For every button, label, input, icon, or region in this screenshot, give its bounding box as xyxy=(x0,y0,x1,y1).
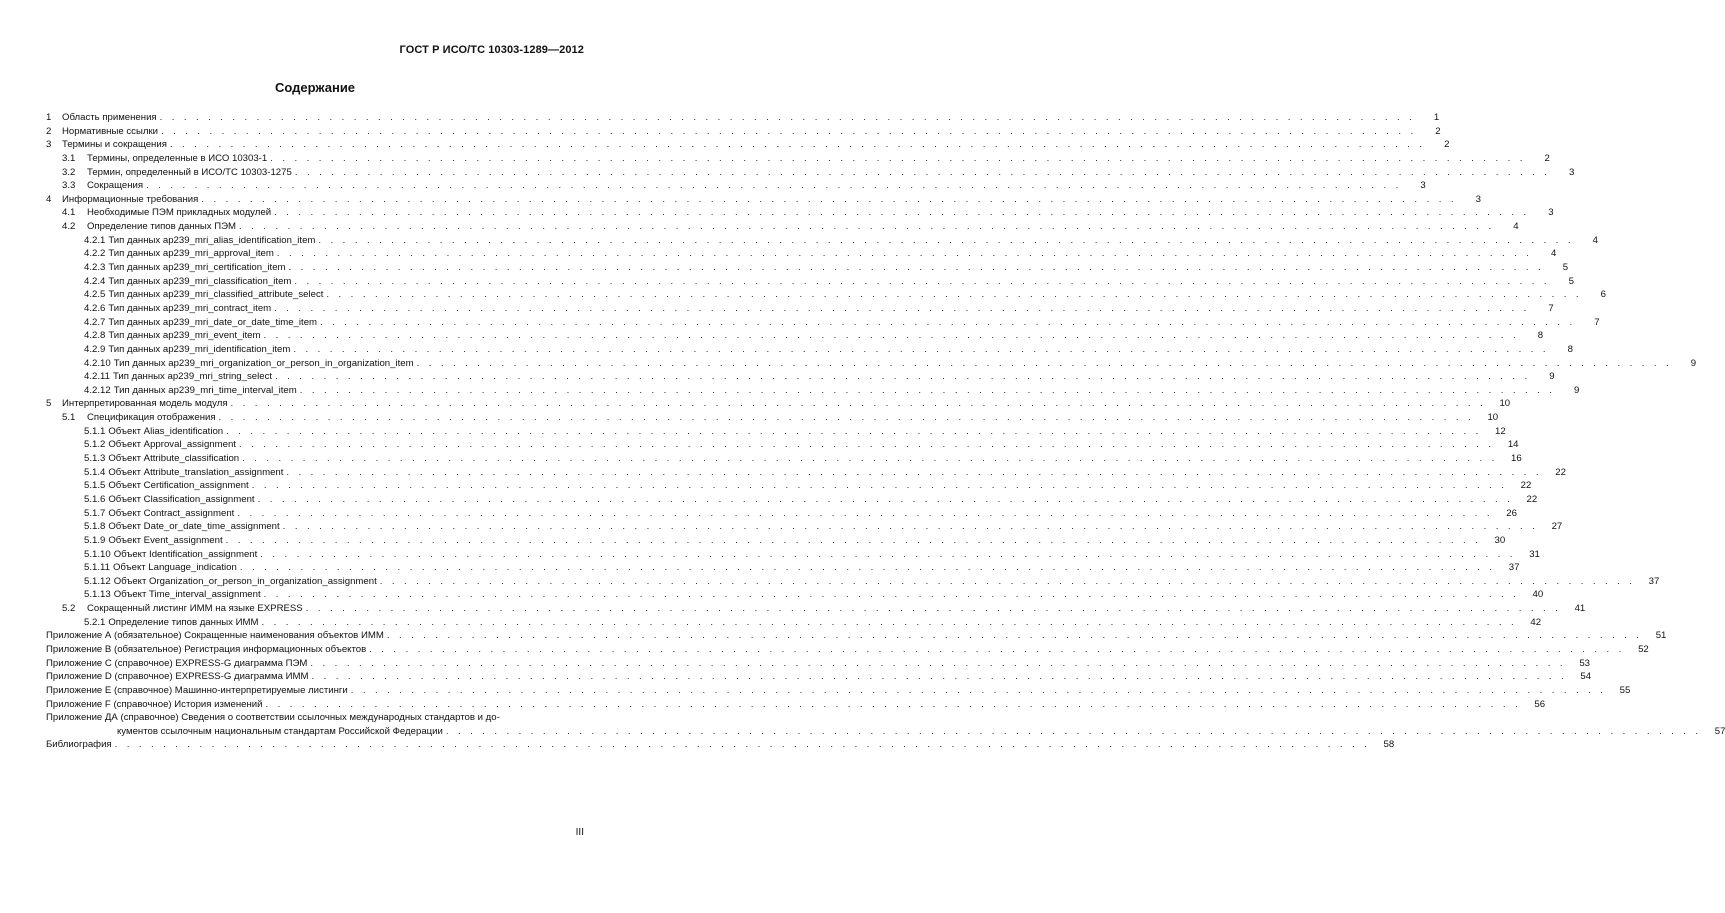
toc-entry[interactable] xyxy=(46,698,1546,712)
toc-entry-number: 5.1.6 xyxy=(84,493,106,505)
toc-entry[interactable] xyxy=(46,234,1598,248)
toc-entry-page: 10 xyxy=(1487,412,1499,424)
toc-entry-number: 5.1 xyxy=(62,412,76,424)
toc-entry-title: Объект Attribute_classification xyxy=(108,453,240,465)
dot-leader xyxy=(280,520,1539,534)
toc-entry-number: 5.1.9 xyxy=(84,534,106,546)
toc-entry-title: Тип данных ap239_mri_alias_identification_item xyxy=(108,234,316,246)
toc-entry-title: Приложение F (справочное) История изменений xyxy=(46,698,263,710)
toc-entry[interactable] xyxy=(46,166,1575,180)
toc-entry-number: 4.2.11 xyxy=(84,371,110,383)
toc-entry[interactable] xyxy=(46,452,1522,466)
toc-entry[interactable] xyxy=(46,438,1519,452)
dot-leader xyxy=(223,425,1482,439)
toc-entry-page: 4 xyxy=(1513,221,1519,233)
toc-entry-page: 51 xyxy=(1655,630,1667,642)
toc-entry[interactable] xyxy=(46,520,1563,534)
toc-entry-title: Тип данных ap239_mri_event_item xyxy=(108,330,261,342)
toc-entry-page: 1 xyxy=(1433,112,1440,123)
dot-leader xyxy=(291,275,1550,289)
toc-entry-page: 31 xyxy=(1529,548,1540,560)
toc-entry-title: Тип данных ap239_mri_organization_or_person_in_organization_item xyxy=(113,357,414,369)
toc-entry-title: Сокращенный листинг ИММ на языке EXPRESS xyxy=(87,603,303,615)
toc-entry-annex-da[interactable] xyxy=(46,711,1725,738)
toc-entry[interactable] xyxy=(46,275,1574,289)
toc-entry[interactable] xyxy=(46,179,1426,193)
toc-entry[interactable] xyxy=(46,657,1590,671)
toc-entry-title: Объект Attribute_translation_assignment xyxy=(108,466,284,478)
toc-entry-page: 56 xyxy=(1534,698,1546,710)
toc-entry-page: 3 xyxy=(1420,180,1426,192)
toc-entry[interactable] xyxy=(46,588,1544,602)
dot-leader xyxy=(262,698,1521,712)
toc-entry-title: Тип данных ap239_mri_identification_item xyxy=(108,343,291,355)
toc-entry-number: 3 xyxy=(46,139,52,151)
toc-entry[interactable] xyxy=(46,643,1649,657)
toc-entry-page: 52 xyxy=(1638,643,1649,655)
table-of-contents xyxy=(46,111,1725,752)
toc-entry[interactable] xyxy=(46,343,1573,357)
toc-entry-title-line2: кументов ссылочным национальным стандартам Российской Федерации xyxy=(117,725,443,737)
toc-entry-number: 4.2.12 xyxy=(84,384,111,396)
toc-entry-title: Библиография xyxy=(46,739,112,751)
dot-leader xyxy=(258,616,1517,630)
toc-entry[interactable] xyxy=(46,261,1569,275)
dot-leader xyxy=(315,234,1574,248)
dot-leader xyxy=(157,111,1416,125)
dot-leader xyxy=(297,384,1556,398)
toc-entry[interactable] xyxy=(46,397,1511,411)
toc-entry-title: Объект Time_interval_assignment xyxy=(113,589,261,601)
toc-entry-page: 16 xyxy=(1511,453,1522,465)
toc-entry-page: 57 xyxy=(1714,725,1725,737)
toc-entry-title: Приложение Е (справочное) Машинно-интерпретируемые листинги xyxy=(46,684,348,696)
toc-entry[interactable] xyxy=(46,111,1440,125)
dot-leader xyxy=(443,725,1702,739)
dot-leader xyxy=(223,534,1482,548)
toc-entry-number: 3.1 xyxy=(62,152,76,164)
toc-entry-title: Объект Event_assignment xyxy=(108,534,223,546)
toc-entry-number: 4 xyxy=(46,193,52,205)
toc-entry[interactable] xyxy=(46,507,1517,521)
dot-leader xyxy=(303,602,1562,616)
toc-entry[interactable] xyxy=(46,288,1606,302)
toc-entry[interactable] xyxy=(46,220,1519,234)
toc-entry-number: 5.1.10 xyxy=(84,548,111,560)
toc-entry-page: 41 xyxy=(1574,603,1586,615)
toc-entry-page: 8 xyxy=(1567,343,1573,355)
toc-entry-page: 2 xyxy=(1435,125,1441,137)
dot-leader xyxy=(167,138,1426,152)
document-header: ГОСТ Р ИСО/ТС 10303-1289—2012 xyxy=(399,44,584,56)
toc-entry-title: Тип данных ap239_mri_classification_item xyxy=(108,275,292,287)
toc-entry-number: 3.3 xyxy=(62,180,76,192)
toc-entry-title: Область применения xyxy=(62,112,157,123)
toc-entry[interactable] xyxy=(46,206,1554,220)
dot-leader xyxy=(271,206,1530,220)
toc-entry[interactable] xyxy=(46,247,1557,261)
toc-entry-number: 5.1.1 xyxy=(84,425,106,437)
dot-leader xyxy=(309,670,1568,684)
toc-entry-page: 37 xyxy=(1508,562,1520,574)
dot-leader xyxy=(237,561,1496,575)
toc-entry-page: 26 xyxy=(1506,507,1517,519)
dot-leader xyxy=(366,643,1625,657)
toc-entry[interactable] xyxy=(46,561,1520,575)
toc-entry-number: 5.2 xyxy=(62,603,76,615)
toc-entry[interactable] xyxy=(46,479,1532,493)
toc-entry-title: Термины, определенные в ИСО 10303-1 xyxy=(87,152,268,164)
dot-leader xyxy=(377,575,1636,589)
toc-entry-page: 37 xyxy=(1648,575,1660,587)
dot-leader xyxy=(236,438,1495,452)
toc-entry-number: 5 xyxy=(46,398,52,410)
toc-entry[interactable] xyxy=(46,138,1450,152)
toc-entry[interactable] xyxy=(46,629,1667,643)
dot-leader xyxy=(271,302,1530,316)
toc-entry-page: 9 xyxy=(1549,371,1555,383)
toc-entry-title: Информационные требования xyxy=(62,193,199,205)
toc-entry-number: 2 xyxy=(46,125,52,137)
toc-entry-title: Термин, определенный в ИСО/ТС 10303-1275 xyxy=(87,166,292,178)
toc-entry-page: 8 xyxy=(1537,330,1544,342)
page-title: Содержание xyxy=(274,80,356,95)
toc-entry-number: 4.2.9 xyxy=(84,343,106,355)
toc-entry-title: Приложение А (обязательное) Сокращенные наименования объектов ИММ xyxy=(46,630,384,642)
toc-entry-title: Сокращения xyxy=(87,180,144,192)
toc-entry-title: Спецификация отображения xyxy=(87,412,216,424)
dot-leader xyxy=(384,629,1643,643)
dot-leader xyxy=(158,125,1417,139)
toc-entry-number: 4.2.5 xyxy=(84,289,106,301)
toc-entry-page: 2 xyxy=(1444,139,1450,151)
toc-entry-title: Тип данных ap239_mri_string_select xyxy=(112,371,273,383)
toc-entry-number: 4.2.6 xyxy=(84,302,106,314)
toc-entry-page: 22 xyxy=(1526,493,1538,505)
toc-entry-number: 5.1.2 xyxy=(84,439,106,451)
toc-entry-title: Объект Classification_assignment xyxy=(108,493,255,505)
toc-entry-page: 22 xyxy=(1555,466,1566,478)
dot-leader xyxy=(143,179,1402,193)
dot-leader xyxy=(216,411,1475,425)
toc-entry-title: Объект Contract_assignment xyxy=(108,507,235,519)
toc-entry-title: Объект Language_indication xyxy=(112,562,237,574)
toc-entry-title: Объект Identification_assignment xyxy=(113,548,258,560)
toc-entry-page: 5 xyxy=(1568,275,1574,287)
toc-entry-page: 53 xyxy=(1579,657,1590,669)
toc-entry-number: 3.2 xyxy=(62,166,76,178)
dot-leader xyxy=(290,343,1549,357)
toc-entry[interactable] xyxy=(46,411,1499,425)
dot-leader xyxy=(267,152,1526,166)
dot-leader xyxy=(228,397,1487,411)
toc-entry[interactable] xyxy=(46,370,1555,384)
toc-entry-number: 4.2.8 xyxy=(84,330,106,342)
toc-entry-number: 5.1.5 xyxy=(84,480,106,492)
dot-leader xyxy=(348,684,1607,698)
toc-entry-title: Тип данных ap239_mri_contract_item xyxy=(108,302,272,314)
toc-entry-number: 4.2.3 xyxy=(84,262,106,274)
dot-leader xyxy=(307,657,1566,671)
toc-entry-title: Приложение С (справочное) EXPRESS-G диаграмма ПЭМ xyxy=(46,657,308,669)
toc-entry[interactable] xyxy=(46,329,1544,343)
toc-entry-title: Приложение В (обязательное) Регистрация информационных объектов xyxy=(46,643,367,655)
dot-leader xyxy=(239,452,1498,466)
toc-entry-title: Объект Date_or_date_time_assignment xyxy=(108,521,280,533)
dot-leader xyxy=(112,738,1371,752)
toc-entry-number: 5.1.3 xyxy=(84,453,106,465)
toc-entry[interactable] xyxy=(46,534,1506,548)
toc-entry[interactable] xyxy=(46,384,1580,398)
dot-leader xyxy=(272,370,1531,384)
toc-entry-number: 5.1.11 xyxy=(84,562,110,574)
dot-leader xyxy=(414,357,1673,371)
toc-entry-title: Тип данных ap239_mri_approval_item xyxy=(108,248,274,260)
dot-leader xyxy=(236,220,1495,234)
toc-entry-number: 5.1.4 xyxy=(84,466,106,478)
dot-leader xyxy=(292,166,1551,180)
dot-leader xyxy=(323,288,1582,302)
dot-leader xyxy=(249,479,1508,493)
toc-entry[interactable] xyxy=(46,684,1631,698)
toc-entry-page: 40 xyxy=(1532,589,1544,601)
toc-entry-title: Термины и сокращения xyxy=(62,139,167,151)
toc-entry-number: 4.2.1 xyxy=(84,234,106,246)
toc-entry-title: Приложение D (справочное) EXPRESS-G диаграмма ИММ xyxy=(46,671,309,683)
toc-entry[interactable] xyxy=(46,193,1481,207)
dot-leader xyxy=(317,316,1576,330)
toc-entry-number: 4.2.7 xyxy=(84,316,106,328)
toc-entry[interactable] xyxy=(46,357,1697,371)
dot-leader xyxy=(198,193,1457,207)
toc-entry[interactable] xyxy=(46,670,1592,684)
toc-entry-page: 6 xyxy=(1600,289,1606,301)
toc-entry-page: 58 xyxy=(1383,739,1395,751)
toc-entry-number: 5.1.12 xyxy=(84,575,111,587)
toc-entry-title: Необходимые ПЭМ прикладных модулей xyxy=(87,207,272,219)
toc-entry-page: 4 xyxy=(1551,248,1557,260)
toc-entry[interactable] xyxy=(46,575,1660,589)
dot-leader xyxy=(255,493,1514,507)
toc-entry-page: 12 xyxy=(1495,425,1506,437)
toc-entry-page: 54 xyxy=(1580,671,1592,683)
toc-entry[interactable] xyxy=(46,466,1566,480)
toc-entry[interactable] xyxy=(46,152,1550,166)
toc-entry-page: 22 xyxy=(1520,480,1532,492)
toc-entry[interactable] xyxy=(46,602,1586,616)
toc-entry-page: 27 xyxy=(1551,521,1563,533)
toc-entry-page: 2 xyxy=(1544,152,1550,164)
toc-entry-title: Объект Alias_identification xyxy=(108,425,224,437)
toc-entry-number: 4.2 xyxy=(62,221,76,233)
toc-entry-title: Нормативные ссылки xyxy=(62,125,159,137)
toc-entry-page: 7 xyxy=(1548,302,1554,314)
toc-entry[interactable] xyxy=(46,548,1540,562)
toc-entry-bibliography[interactable] xyxy=(46,738,1395,752)
toc-entry-number: 4.2.2 xyxy=(84,248,106,260)
toc-entry-number: 5.1.13 xyxy=(84,589,111,601)
dot-leader xyxy=(257,548,1516,562)
toc-entry-title: Объект Approval_assignment xyxy=(108,439,236,451)
toc-entry-number: 4.1 xyxy=(62,207,76,219)
toc-entry-page: 9 xyxy=(1690,357,1697,369)
toc-entry-page: 14 xyxy=(1507,439,1519,451)
dot-leader xyxy=(261,329,1520,343)
toc-entry-page: 5 xyxy=(1562,262,1569,274)
dot-leader xyxy=(234,507,1493,521)
toc-entry-title: Тип данных ap239_mri_certification_item xyxy=(108,262,286,274)
toc-entry[interactable] xyxy=(46,125,1441,139)
page-number-footer: III xyxy=(575,827,584,838)
toc-entry-page: 3 xyxy=(1475,193,1481,205)
dot-leader xyxy=(286,261,1545,275)
toc-entry-page: 4 xyxy=(1592,234,1598,246)
toc-entry-page: 9 xyxy=(1573,384,1580,396)
toc-entry-title-line1: Приложение ДА (справочное) Сведения о соответствии ссылочных международных стандартов и до- xyxy=(46,712,500,724)
toc-entry-page: 3 xyxy=(1569,166,1575,178)
toc-entry-title: Тип данных ap239_mri_date_or_date_time_item xyxy=(108,316,318,328)
toc-entry[interactable] xyxy=(46,493,1538,507)
toc-entry-number: 5.1.8 xyxy=(84,521,106,533)
toc-entry-number: 1 xyxy=(46,112,52,123)
toc-entry-title: Тип данных ap239_mri_time_interval_item xyxy=(113,384,297,396)
toc-entry-page: 42 xyxy=(1530,616,1542,628)
toc-entry[interactable] xyxy=(46,316,1600,330)
toc-entry-number: 5.2.1 xyxy=(84,616,106,628)
toc-entry-title: Объект Certification_assignment xyxy=(108,480,249,492)
toc-entry-page: 10 xyxy=(1499,398,1511,410)
toc-entry-title: Объект Organization_or_person_in_organization_assignment xyxy=(113,575,377,587)
toc-entry-number: 5.1.7 xyxy=(84,507,106,519)
toc-entry-title: Интерпретированная модель модуля xyxy=(62,398,228,410)
dot-leader xyxy=(274,247,1533,261)
toc-entry-title: Тип данных ap239_mri_classified_attribute_select xyxy=(108,289,324,301)
toc-entry-title: Определение типов данных ПЭМ xyxy=(87,221,237,233)
toc-entry-page: 7 xyxy=(1594,316,1600,328)
toc-entry-page: 30 xyxy=(1494,534,1506,546)
dot-leader xyxy=(261,588,1520,602)
toc-entry-page: 55 xyxy=(1619,684,1631,696)
toc-entry[interactable] xyxy=(46,425,1506,439)
toc-entry-number: 4.2.10 xyxy=(84,357,111,369)
toc-entry[interactable] xyxy=(46,302,1554,316)
toc-entry-number: 4.2.4 xyxy=(84,275,106,287)
dot-leader xyxy=(283,466,1542,480)
toc-entry[interactable] xyxy=(46,616,1542,630)
toc-entry-page: 3 xyxy=(1548,207,1554,219)
toc-entry-title: Определение типов данных ИММ xyxy=(108,616,259,628)
